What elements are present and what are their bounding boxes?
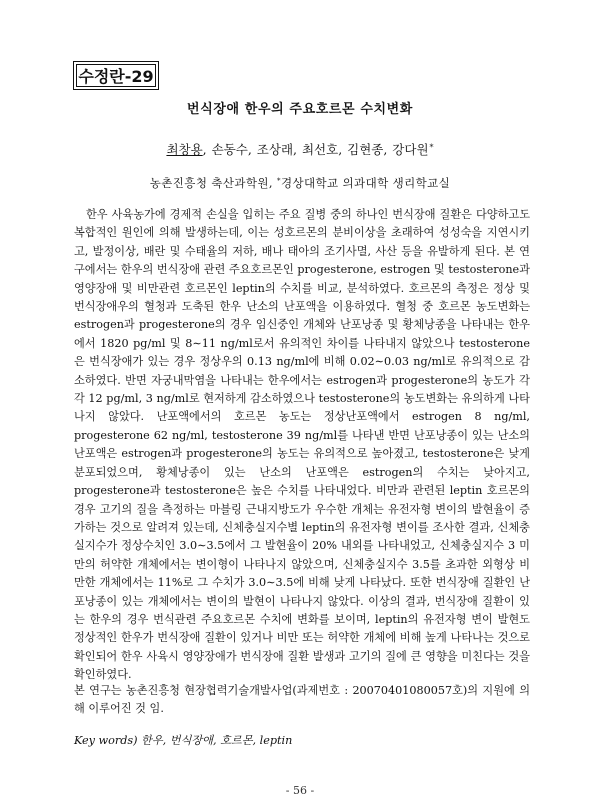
paper-title: 번식장애 한우의 주요호르몬 수치변화	[187, 102, 413, 117]
author-list	[0, 140, 600, 158]
author-affiliation-mark: *	[429, 143, 434, 152]
co-authors: , 손동수, 조상래, 최선호, 김현종, 강다원	[202, 142, 429, 157]
secondary-affiliation: 경상대학교 의과대학 생리학교실	[280, 176, 451, 190]
affiliation-mark: *	[277, 177, 281, 185]
first-author: 최창용	[166, 142, 203, 157]
session-tag: 수정란-29	[76, 64, 156, 87]
primary-affiliation: 농촌진흥청 축산과학원,	[149, 176, 278, 190]
abstract-body: 한우 사육농가에 경제적 손실을 입히는 주요 질병 중의 하나인 번식장애 질환은 다양하고도 복합적인 원인에 의해 발생하는데, 이는 성호르몬의 분비이상을 초래하여 성성숙을 지연시키고, 발정이상, 배란 및 수태율의 저하, 배나 태아의 조기사멸, 사산 등을 유발하게 된다. 본 연구에서는 한우의 번식장애 관련 주요호르몬인 progesterone, estrogen 및 testosterone과 영양장애 및 비만관련 호르몬인 leptin의 수치를 비교, 분석하였다. 호르몬의 측정은 정상 및 번식장애우의 혈청과 도축된 한우 난소의 난포액을 이용하였다. 혈청 중 호르몬 농도변화는 estrogen과 progesterone의 경우 임신중인 개체와 난포낭종 및 황체낭종을 나타내는 한우에서 1820 pg/ml 및 8∼11 ng/ml로서 유의적인 차이를 나타내지 않았으나 testosterone은 번식장애가 있는 경우 정상우의 0.13 ng/ml에 비해 0.02∼0.03 ng/ml로 유의적으로 감소하였다. 반면 자궁내막염을 나타내는 한우에서는 estrogen과 progesterone의 농도가 각각 12 pg/ml, 3 ng/ml로 현저하게 감소하였으나 testosterone의 농도변화는 유의하게 나타나지 않았다. 난포액에서의 호르몬 농도는 정상난포액에서 estrogen 8 ng/ml, progesterone 62 ng/ml, testosterone 39 ng/ml를 나타낸 반면 난포낭종이 있는 난소의 난포액은 estrogen과 progesterone의 농도는 유의적으로 높아졌고, testosterone은 낮게 분포되었으며, 황체낭종이 있는 난소의 난포액은 estrogen의 수치는 낮아지고, progesterone과 testosterone은 높은 수치를 나타내었다. 비만과 관련된 leptin 호르몬의 경우 고기의 질을 측정하는 마블링 근내지방도가 우수한 개체는 유전자형 변이의 발현율이 증가하는 것으로 알려져 있는데, 신체충실지수별 leptin의 유전자형 변이를 조사한 결과, 신체충실지수가 정상수치인 3.0∼3.5에서 그 발현율이 20% 내외를 나타내었고, 신체충실지수 3 미만의 허약한 개체에서는 변이형이 나타나지 않았으며, 신체충실지수 3.5를 초과한 외형상 비만한 개체에서는 11%로 그 수치가 3.0∼3.5에 비해 낮게 나타났다. 또한 번식장애 질환인 난포낭종이 있는 개체에서는 변이의 발현이 나타나지 않았다. 이상의 결과, 번식장애 질환이 있는 한우의 경우 번식관련 주요호르몬 수치에 변화를 보이며, leptin의 유전자형 변이 발현도 정상적인 한우가 번식장애 질환이 있거나 비만 또는 허약한 개체에 비해 높게 나타나는 것으로 확인되어 한우 사육시 영양장애가 번식장애 질환 발생과 고기의 질에 큰 영향을 미친다는 것을 확인하였다.	[74, 208, 530, 682]
acknowledgement: 본 연구는 농촌진흥청 현장협력기술개발사업(과제번호 : 20070401080057호)의 지원에 의해 이루어진 것 임.	[74, 684, 530, 716]
affiliation	[0, 175, 600, 191]
keywords: Key words) 한우, 번식장애, 호르몬, leptin	[74, 734, 293, 747]
page-number: - 56 -	[285, 784, 315, 797]
